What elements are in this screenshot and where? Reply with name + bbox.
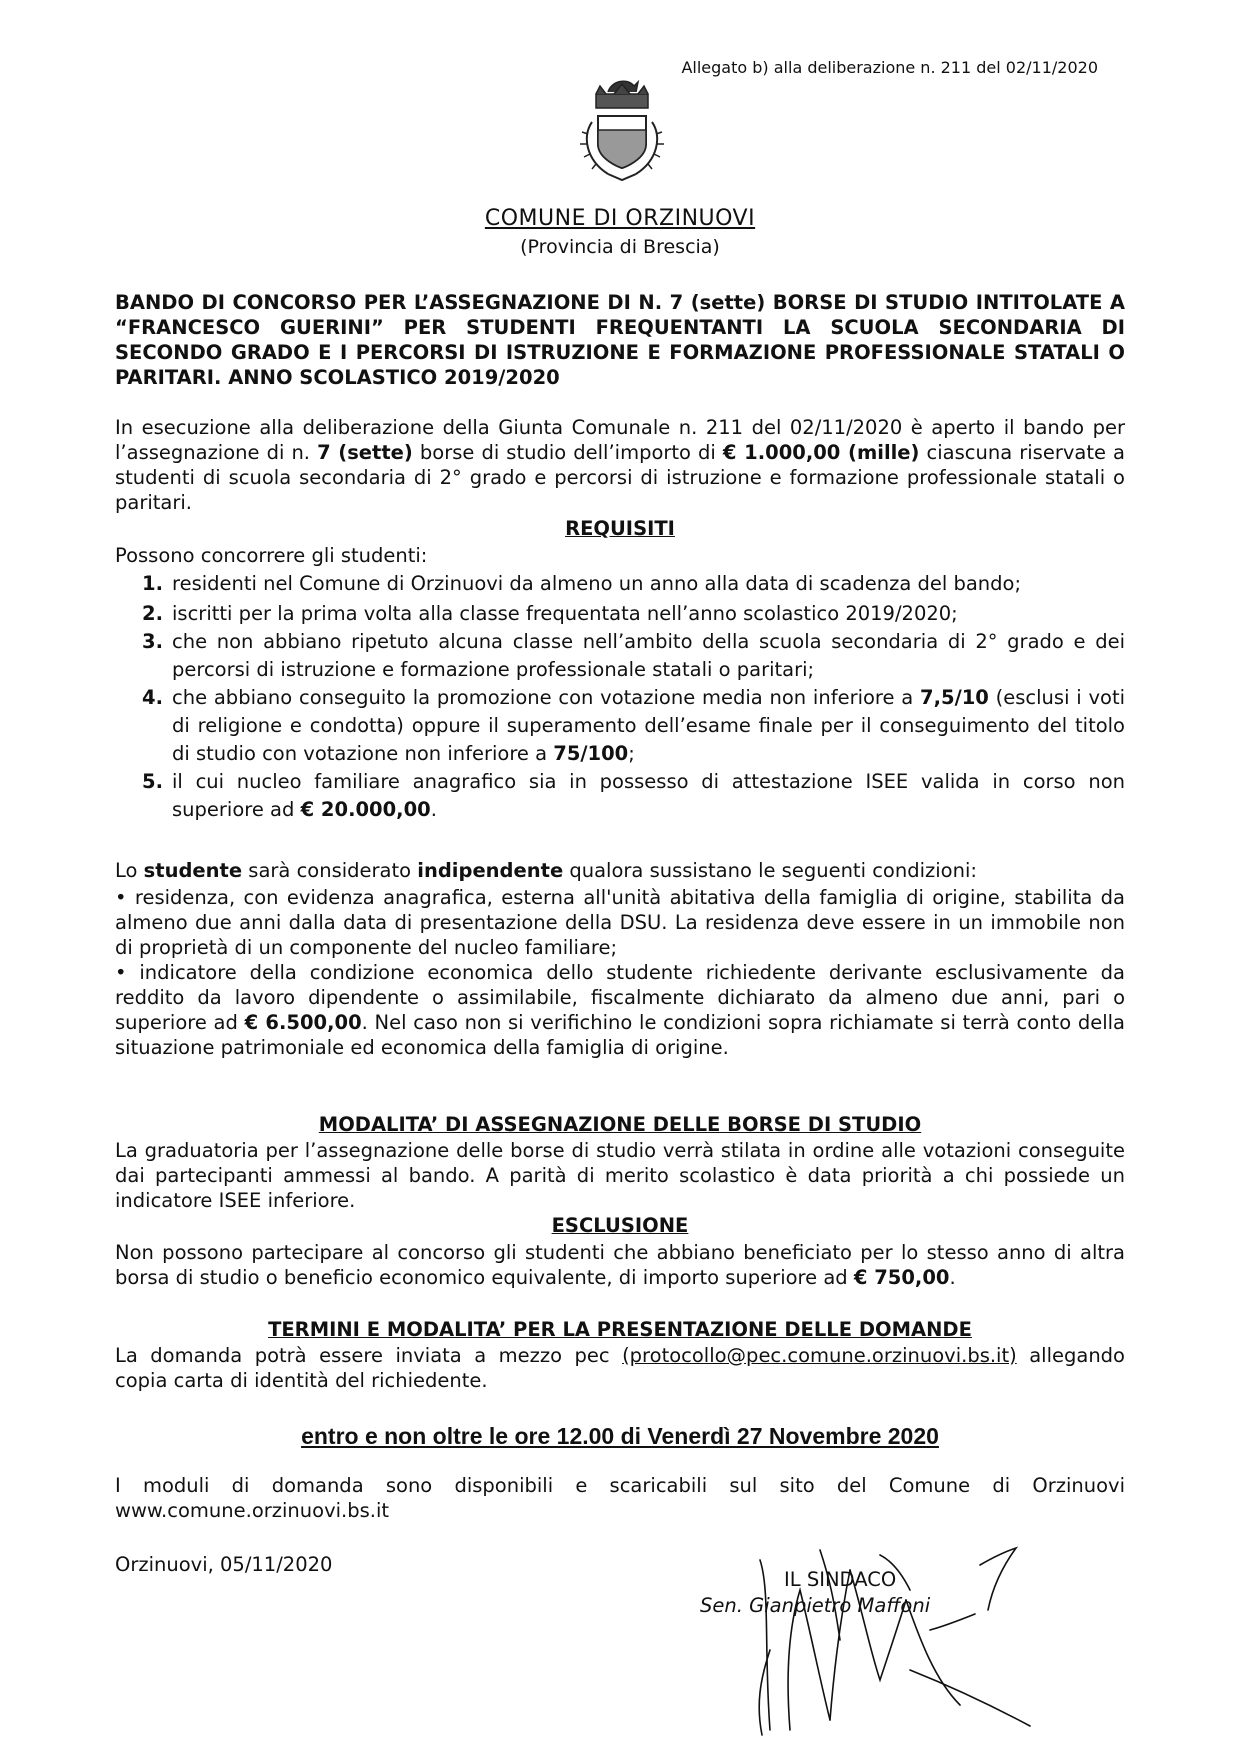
- list-item: 5. il cui nucleo familiare anagrafico sia in possesso di attestazione ISEE valida in corso non superiore ad € 20.000,00.: [142, 770, 1125, 821]
- requisiti-list: [142, 768, 1125, 824]
- list-item: 2. iscritti per la prima volta alla classe frequentata nell’anno scolastico 2019/2020;: [142, 602, 958, 625]
- list-item: 4. che abbiano conseguito la promozione con votazione media non inferiore a 7,5/10 (esclusi i voti di religione e condotta) oppure il superamento dell’esame finale per il conseguimento del titolo di studio con votazione non inferiore a 75/100;: [142, 686, 1126, 765]
- requisiti-lead: Possono concorrere gli studenti:: [115, 544, 428, 567]
- allegato-reference: Allegato b) alla deliberazione n. 211 del 02/11/2020: [681, 58, 1098, 77]
- list-item: 1. residenti nel Comune di Orzinuovi da almeno un anno alla data di scadenza del bando;: [142, 572, 1022, 595]
- requisiti-heading: REQUISITI: [565, 517, 675, 540]
- indipendente-lead: Lo studente sarà considerato indipendente qualora sussistano le seguenti condizioni:: [115, 859, 977, 882]
- moduli-paragraph: I moduli di domanda sono disponibili e scaricabili sul sito del Comune di Orzinuovi www.comune.orzinuovi.bs.it: [115, 1474, 1125, 1522]
- termini-paragraph: La domanda potrà essere inviata a mezzo pec (protocollo@pec.comune.orzinuovi.bs.it) allegando copia carta di identità del richiedente.: [115, 1344, 1125, 1392]
- requisiti-list: [142, 628, 1125, 684]
- document-date: Orzinuovi, 05/11/2020: [115, 1553, 333, 1576]
- bando-title: BANDO DI CONCORSO PER L’ASSEGNAZIONE DI N. 7 (sette) BORSE DI STUDIO INTITOLATE A “FRANCESCO GUERINI” PER STUDENTI FREQUENTANTI LA SCUOLA SECONDARIA DI SECONDO GRADO E I PERCORSI DI ISTRUZIONE E FORMAZIONE PROFESSIONALE STATALI O PARITARI. ANNO SCOLASTICO 2019/2020: [115, 291, 1125, 389]
- provincia-subheading: (Provincia di Brescia): [520, 236, 720, 258]
- intro-paragraph: In esecuzione alla deliberazione della Giunta Comunale n. 211 del 02/11/2020 è aperto il bando per l’assegnazione di n. 7 (sette) borse di studio dell’importo di € 1.000,00 (mille) ciascuna riservate a studenti di scuola secondaria di 2° grado e percorsi di istruzione e formazione professionale statali o paritari.: [115, 416, 1125, 514]
- requisiti-list: [142, 570, 1125, 598]
- deadline-notice: entro e non oltre le ore 12.00 di Venerdì 27 Novembre 2020: [301, 1423, 939, 1449]
- sindaco-name: Sen. Gianpietro Maffoni: [700, 1594, 931, 1617]
- requisiti-list: [142, 600, 1125, 628]
- sindaco-label: IL SINDACO: [784, 1568, 897, 1591]
- modalita-paragraph: La graduatoria per l’assegnazione delle borse di studio verrà stilata in ordine alle votazioni conseguite dai partecipanti ammessi al bando. A parità di merito scolastico è data priorità a chi possiede un indicatore ISEE inferiore.: [115, 1139, 1125, 1212]
- municipal-crest-logo: [568, 74, 676, 186]
- comune-heading: COMUNE DI ORZINUOVI: [484, 206, 756, 231]
- handwritten-signature: [730, 1530, 1060, 1750]
- esclusione-paragraph: Non possono partecipare al concorso gli studenti che abbiano beneficiato per lo stesso anno di altra borsa di studio o beneficio economico equivalente, di importo superiore ad € 750,00.: [115, 1241, 1125, 1289]
- condition-reddito: • indicatore della condizione economica dello studente richiedente derivante esclusivamente da reddito da lavoro dipendente o assimilabile, fiscalmente dichiarato da almeno due anni, pari o superiore ad € 6.500,00. Nel caso non si verifichino le condizioni sopra richiamate si terrà conto della situazione patrimoniale ed economica della famiglia di origine.: [115, 961, 1125, 1059]
- list-item: 3. che non abbiano ripetuto alcuna classe nell’ambito della scuola secondaria di 2° grado e dei percorsi di istruzione e formazione professionale statali o paritari;: [142, 630, 1125, 681]
- esclusione-heading: ESCLUSIONE: [551, 1214, 689, 1237]
- modalita-heading: MODALITA’ DI ASSEGNAZIONE DELLE BORSE DI STUDIO: [318, 1113, 922, 1136]
- requisiti-list: [142, 684, 1125, 768]
- termini-heading: TERMINI E MODALITA’ PER LA PRESENTAZIONE DELLE DOMANDE: [268, 1318, 972, 1341]
- condition-residenza: • residenza, con evidenza anagrafica, esterna all'unità abitativa della famiglia di origine, stabilita da almeno due anni dalla data di presentazione della DSU. La residenza deve essere in un immobile non di proprietà di un componente del nucleo familiare;: [115, 886, 1125, 959]
- indipendente-conditions: [115, 885, 1125, 1060]
- pec-email-link[interactable]: (protocollo@pec.comune.orzinuovi.bs.it): [622, 1344, 1017, 1367]
